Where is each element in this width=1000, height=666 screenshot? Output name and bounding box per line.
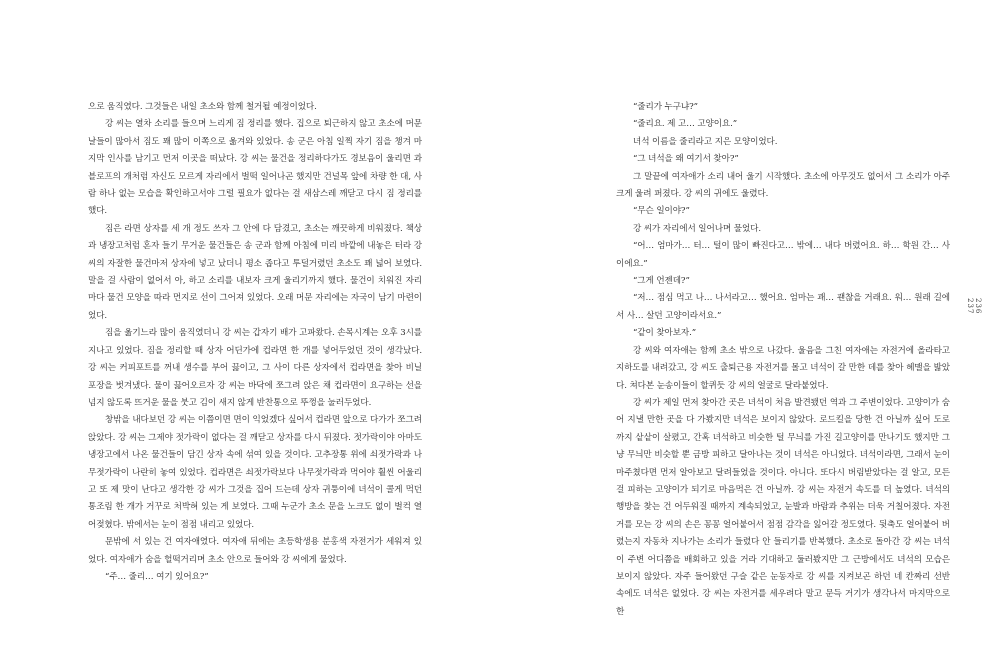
- dialog-line: “줄리요. 제 고… 고양이요.”: [633, 119, 738, 130]
- dialog-line: “그게 언젠데?”: [633, 276, 690, 287]
- paragraph: 강 씨가 자리에서 일어나며 물었다.: [633, 223, 761, 234]
- paragraph: 으로 움직였다. 그것들은 내일 초소와 함께 철거될 예정이었다.: [88, 102, 317, 112]
- paragraph: 짐을 옮기느라 많이 움직였더니 강 씨는 갑자기 배가 고파왔다. 손목시계는 오후 3시를 지나고 있었다. 짐을 정리할 때 상자 어딘가에 컵라면 한 개를 넣어두었던 것이 생각났다. 강 씨는 커피포트를 꺼내 생수를 부어 끓이고, 그 사이 다른 상자에서 컵라면을 찾아 비닐 포장을 벗겨냈다. 물이 끓어오르자 강 씨는 바닥에 쪼그려 앉은 채 컵라면이 요구하는 선을 넘지 않도록 뜨거운 물을 붓고 김이 새지 않게 반찬통으로 뚜껑을 눌러두었다.: [88, 328, 422, 408]
- dialog-line: “그 녀석을 왜 여기서 찾아?”: [633, 154, 739, 165]
- dialog-line: “주… 줄리… 여기 있어요?”: [105, 571, 209, 582]
- paragraph: 녀석 이름을 줄리라고 지은 모양이었다.: [633, 136, 778, 147]
- paragraph: 창밖을 내다보던 강 씨는 이쯤이면 면이 익었겠다 싶어서 컵라면 앞으로 다가가 쪼그려 앉았다. 강 씨는 그제야 젓가락이 없다는 걸 깨닫고 상자를 다시 뒤졌다. 젓가락이야 아마도 냉장고에서 나온 물건들이 담긴 상자 속에 섞여 있을 것이다. 고추장통 위에 쇠젓가락과 나무젓가락이 나란히 놓여 있었다. 컵라면은 쇠젓가락보다 나무젓가락과 먹어야 훨씬 어울리고 또 제 맛이 난다고 생각한 강 씨가 그것을 집어 드는데 상자 귀퉁이에 녀석이 콜게 먹던 통조림 한 개가 거꾸로 처박혀 있는 게 보였다. 그때 누군가 초소 문을 노크도 없이 벌컥 열어젖혔다. 밖에서는 눈이 점점 내리고 있었다.: [88, 415, 422, 530]
- dialog-line: “줄리가 누구냐?”: [633, 102, 698, 112]
- dialog-line: “저… 점심 먹고 나… 나서라고… 했어요. 엄마는 괘… 괜찮을 거래요. 워… 원래 길에서 사… 살던 고양이라서요.”: [616, 293, 950, 321]
- left-page: [88, 99, 422, 586]
- paragraph: 강 씨는 열차 소리를 들으며 느리게 짐 정리를 했다. 집으로 퇴근하지 않고 초소에 머문 날들이 많아서 짐도 꽤 많이 이쪽으로 옮겨와 있었다. 송 군은 아침 일찍 자기 짐을 챙겨 마지막 인사를 남기고 먼저 이곳을 떠났다. 강 씨는 물건을 정리하다가도 경보음이 울리면 과블로프의 개처럼 자신도 모르게 자리에서 벌떡 일어나곤 했지만 건널목 앞에 차량 한 대, 사람 하나 없는 모습을 확인하고서야 그럴 필요가 없다는 걸 새삼스레 깨닫고 다시 짐 정리를 했다.: [88, 119, 422, 217]
- paragraph: 그 말끝에 여자애가 소리 내어 울기 시작했다. 초소에 아무것도 없어서 그 소리가 아주 크게 울려 퍼졌다. 강 씨의 귀에도 울렸다.: [616, 171, 950, 200]
- dialog-line: “같이 찾아보자.”: [633, 328, 697, 339]
- paragraph: 강 씨가 제일 먼저 찾아간 곳은 녀석이 처음 발견됐던 역과 그 주변이었다. 고양이가 숨어 지낼 만한 곳을 다 가봤지만 녀석은 보이지 않았다. 로드킬을 당한 건 아닐까 싶어 도로까지 샅샅이 살폈고, 간혹 녀석하고 비슷한 털 무늬를 가진 길고양이를 만나기도 했지만 그냥 무늬만 비슷할 뿐 금방 피하고 달아나는 것이 녀석은 아니었다. 녀석이라면, 그래서 눈이 마주쳤다면 먼저 알아보고 달려들었을 것이다. 아니다. 또다시 버림받았다는 걸 알고, 모든 걸 피하는 고양이가 되기로 마음먹은 건 아닐까. 강 씨는 자전거 속도를 더 높였다. 녀석의 행방을 찾는 건 어두워질 때까지 계속되었고, 눈발과 바람과 추위는 더욱 거칠어졌다. 자전거를 모는 강 씨의 손은 꽁꽁 얼어붙어서 점점 감각을 잃어갈 정도였다. 뒷축도 얼어붙어 버렸는지 자동차 지나가는 소리가 들렸다 안 들리기를 반복했다. 초소로 돌아간 강 씨는 녀석이 주변 어디쯤을 배회하고 있을 거라 기대하고 둘러봤지만 그 근방에서도 녀석의 모습은 보이지 않았다. 자주 들어왔던 구슬 같은 눈동자로 강 씨를 지켜보곤 하던 네 칸짜리 선반 속에도 녀석은 없었다. 강 씨는 자전거를 세우려다 말고 문득 거기가 생각나서 마지막으로 한: [616, 397, 950, 617]
- page-number-right: 237: [966, 298, 974, 315]
- paragraph: 문밖에 서 있는 건 여자애였다. 여자애 뒤에는 초등학생용 분홍색 자전거가 세워져 있었다. 여자애가 숨을 헐떡거리며 초소 안으로 들어와 강 씨에게 물었다.: [88, 537, 422, 565]
- paragraph: 짐은 라면 상자를 세 개 정도 쓰자 그 안에 다 담겼고, 초소는 깨끗하게 비워졌다. 책상과 냉장고처럼 혼자 들기 무거운 물건들은 송 군과 함께 아침에 미리 바깥에 내놓은 터라 강 씨의 자잘한 물건마저 상자에 넣고 났더니 평소 좁다고 투덜거렸던 초소도 꽤 넓어 보였다. 말을 걸 사람이 없어서 아, 하고 소리를 내보자 크게 울리기까지 했다. 물건이 치워진 자리마다 물건 모양을 따라 먼지로 선이 그어져 있었다. 오래 머문 자리에는 자국이 남기 마련이었다.: [88, 223, 422, 321]
- page-number-left: 236: [974, 298, 982, 315]
- dialog-line: “무슨 일이야?”: [633, 206, 690, 217]
- dialog-line: “어… 엄마가… 터… 털이 많이 빠진다고… 밖에… 내다 버렸어요. 하… 학원 간… 사이에요.”: [616, 241, 950, 269]
- right-page: [616, 99, 950, 621]
- page-numbers: [966, 298, 982, 322]
- paragraph: 강 씨와 여자애는 함께 초소 밖으로 나갔다. 울음을 그친 여자애는 자전거에 올라타고 지하도를 내려갔고, 강 씨도 출퇴근용 자전거를 몰고 녀석이 갈 만한 데를 찾아 헤맬을 밟았다. 쳐다본 눈송이들이 할퀴듯 강 씨의 얼굴로 달라붙었다.: [616, 345, 950, 391]
